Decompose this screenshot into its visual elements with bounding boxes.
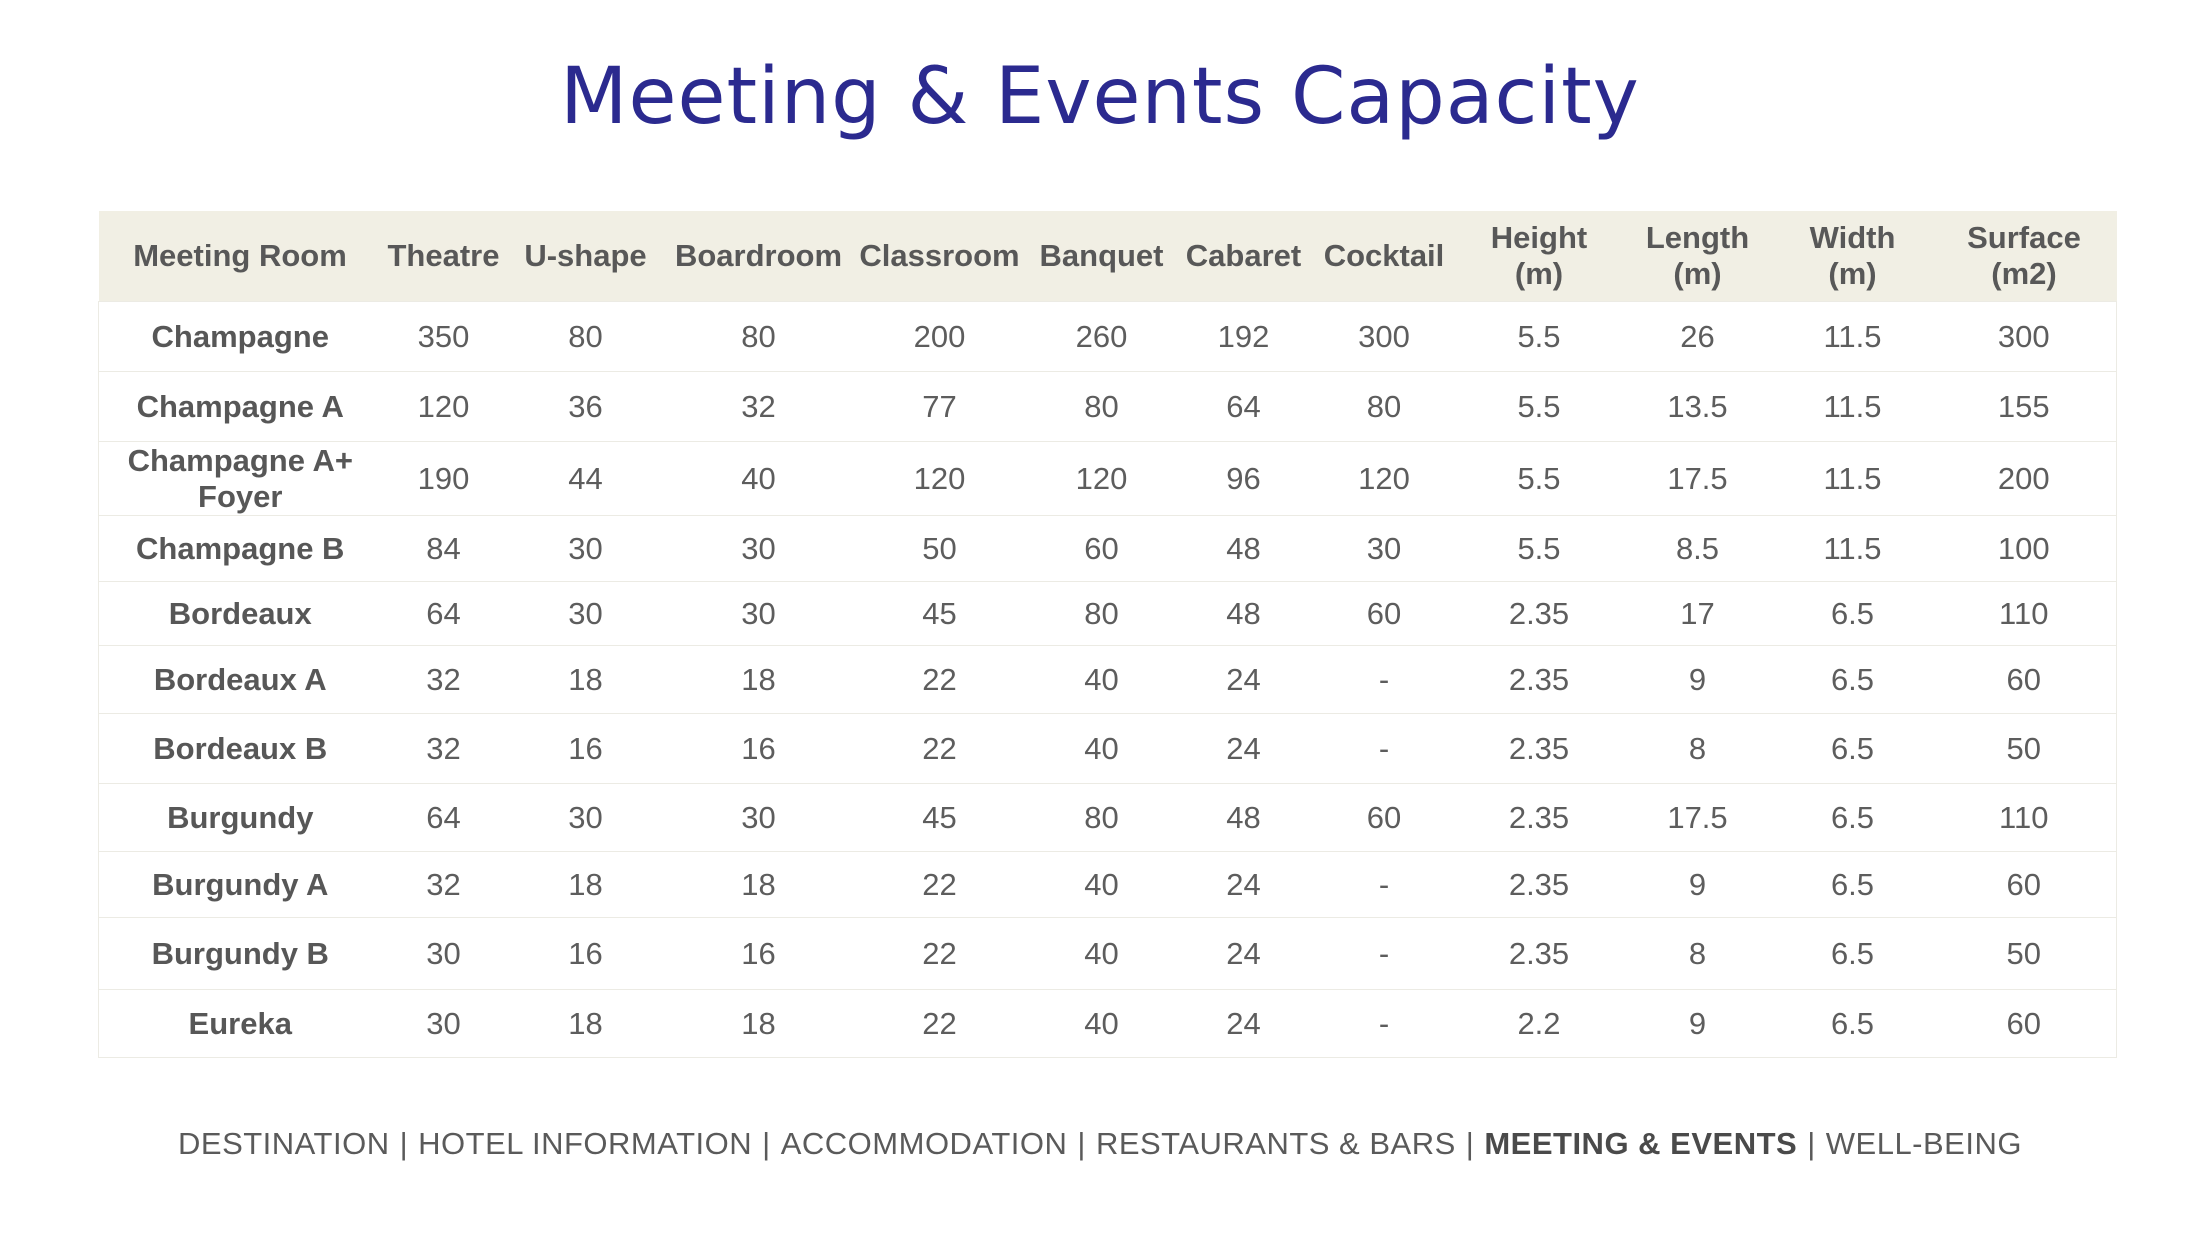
column-header-cocktail: Cocktail (1312, 211, 1457, 302)
cell-boardroom: 16 (666, 714, 852, 784)
cell-classroom: 200 (852, 302, 1028, 372)
cell-cabaret: 24 (1176, 852, 1312, 918)
column-header-classroom: Classroom (852, 211, 1028, 302)
cell-cabaret: 48 (1176, 582, 1312, 646)
cell-height: 2.35 (1457, 582, 1622, 646)
nav-item-well-being[interactable]: WELL-BEING (1825, 1126, 2022, 1161)
cell-length: 26 (1622, 302, 1774, 372)
cell-height: 2.2 (1457, 990, 1622, 1058)
column-header-theatre: Theatre (382, 211, 506, 302)
nav-separator: | (399, 1126, 409, 1161)
cell-width: 11.5 (1774, 442, 1932, 516)
nav-separator: | (1077, 1126, 1086, 1161)
column-header-boardroom: Boardroom (666, 211, 852, 302)
cell-length: 17.5 (1622, 784, 1774, 852)
table-row (99, 442, 2117, 516)
cell-banquet: 80 (1028, 372, 1176, 442)
cell-theatre: 350 (382, 302, 506, 372)
cell-u-shape: 18 (506, 990, 666, 1058)
cell-cocktail: 60 (1312, 582, 1457, 646)
cell-boardroom: 16 (666, 918, 852, 990)
cell-theatre: 32 (382, 714, 506, 784)
cell-length: 9 (1622, 990, 1774, 1058)
nav-item-hotel-information[interactable]: HOTEL INFORMATION (418, 1126, 753, 1161)
cell-banquet: 40 (1028, 646, 1176, 714)
nav-separator: | (762, 1126, 771, 1161)
cell-cocktail: 30 (1312, 516, 1457, 582)
cell-cabaret: 64 (1176, 372, 1312, 442)
cell-height: 2.35 (1457, 852, 1622, 918)
room-name-cell: Champagne A (99, 372, 382, 442)
cell-cocktail: - (1312, 852, 1457, 918)
cell-length: 13.5 (1622, 372, 1774, 442)
room-name-cell: Burgundy A (99, 852, 382, 918)
cell-classroom: 22 (852, 714, 1028, 784)
room-name-cell: Champagne B (99, 516, 382, 582)
cell-theatre: 30 (382, 918, 506, 990)
cell-surface: 300 (1932, 302, 2117, 372)
column-header-width: Width (m) (1774, 211, 1932, 302)
cell-cabaret: 24 (1176, 714, 1312, 784)
cell-length: 9 (1622, 852, 1774, 918)
cell-classroom: 50 (852, 516, 1028, 582)
table-row (99, 990, 2117, 1058)
cell-width: 6.5 (1774, 582, 1932, 646)
cell-surface: 50 (1932, 714, 2117, 784)
cell-surface: 155 (1932, 372, 2117, 442)
cell-width: 11.5 (1774, 302, 1932, 372)
cell-height: 5.5 (1457, 442, 1622, 516)
cell-height: 5.5 (1457, 516, 1622, 582)
cell-surface: 110 (1932, 784, 2117, 852)
cell-u-shape: 18 (506, 852, 666, 918)
nav-item-destination[interactable]: DESTINATION (178, 1126, 390, 1161)
cell-length: 8 (1622, 918, 1774, 990)
nav-item-restaurants-and-bars[interactable]: RESTAURANTS & BARS (1095, 1126, 1456, 1161)
cell-cocktail: - (1312, 918, 1457, 990)
room-name-cell: Burgundy (99, 784, 382, 852)
cell-cocktail: 120 (1312, 442, 1457, 516)
table-row (99, 852, 2117, 918)
room-name-cell: Bordeaux (99, 582, 382, 646)
cell-u-shape: 30 (506, 516, 666, 582)
cell-boardroom: 18 (666, 646, 852, 714)
cell-cabaret: 24 (1176, 646, 1312, 714)
cell-width: 11.5 (1774, 372, 1932, 442)
column-header-banquet: Banquet (1028, 211, 1176, 302)
cell-height: 2.35 (1457, 646, 1622, 714)
cell-surface: 60 (1932, 990, 2117, 1058)
cell-width: 6.5 (1774, 784, 1932, 852)
cell-theatre: 190 (382, 442, 506, 516)
cell-boardroom: 30 (666, 784, 852, 852)
cell-theatre: 32 (382, 646, 506, 714)
table-row (99, 784, 2117, 852)
room-name-cell: Burgundy B (99, 918, 382, 990)
cell-boardroom: 18 (666, 852, 852, 918)
cell-classroom: 22 (852, 852, 1028, 918)
cell-banquet: 120 (1028, 442, 1176, 516)
nav-separator: | (1807, 1126, 1816, 1161)
cell-boardroom: 18 (666, 990, 852, 1058)
cell-surface: 110 (1932, 582, 2117, 646)
cell-width: 6.5 (1774, 714, 1932, 784)
cell-u-shape: 18 (506, 646, 666, 714)
column-header-height: Height (m) (1457, 211, 1622, 302)
cell-surface: 60 (1932, 646, 2117, 714)
cell-surface: 200 (1932, 442, 2117, 516)
cell-length: 8.5 (1622, 516, 1774, 582)
capacity-table (98, 211, 2117, 1058)
cell-classroom: 77 (852, 372, 1028, 442)
cell-cocktail: - (1312, 990, 1457, 1058)
cell-cocktail: 300 (1312, 302, 1457, 372)
room-name-cell: Bordeaux B (99, 714, 382, 784)
cell-cabaret: 48 (1176, 516, 1312, 582)
cell-height: 2.35 (1457, 714, 1622, 784)
table-header-row (99, 211, 2117, 302)
cell-width: 6.5 (1774, 646, 1932, 714)
page-title: Meeting & Events Capacity (560, 52, 1640, 142)
cell-u-shape: 30 (506, 582, 666, 646)
room-name-cell: Eureka (99, 990, 382, 1058)
table-body (99, 302, 2117, 1058)
cell-banquet: 60 (1028, 516, 1176, 582)
cell-classroom: 45 (852, 784, 1028, 852)
cell-classroom: 22 (852, 646, 1028, 714)
cell-cabaret: 24 (1176, 918, 1312, 990)
room-name-cell: Champagne A+ Foyer (99, 442, 382, 516)
cell-cabaret: 96 (1176, 442, 1312, 516)
cell-u-shape: 16 (506, 714, 666, 784)
table-row (99, 372, 2117, 442)
cell-u-shape: 80 (506, 302, 666, 372)
cell-theatre: 120 (382, 372, 506, 442)
cell-banquet: 40 (1028, 990, 1176, 1058)
cell-length: 17.5 (1622, 442, 1774, 516)
table-row (99, 714, 2117, 784)
room-name-cell: Champagne (99, 302, 382, 372)
cell-height: 5.5 (1457, 302, 1622, 372)
cell-banquet: 40 (1028, 852, 1176, 918)
cell-boardroom: 30 (666, 516, 852, 582)
table-row (99, 516, 2117, 582)
cell-width: 6.5 (1774, 852, 1932, 918)
cell-length: 17 (1622, 582, 1774, 646)
cell-u-shape: 16 (506, 918, 666, 990)
cell-cabaret: 48 (1176, 784, 1312, 852)
nav-item-accommodation[interactable]: ACCOMMODATION (780, 1126, 1068, 1161)
cell-theatre: 84 (382, 516, 506, 582)
nav-item-meeting-and-events[interactable]: MEETING & EVENTS (1484, 1126, 1798, 1161)
column-header-cabaret: Cabaret (1176, 211, 1312, 302)
cell-cocktail: - (1312, 714, 1457, 784)
cell-theatre: 64 (382, 784, 506, 852)
cell-banquet: 80 (1028, 582, 1176, 646)
cell-height: 2.35 (1457, 918, 1622, 990)
room-name-cell: Bordeaux A (99, 646, 382, 714)
cell-banquet: 80 (1028, 784, 1176, 852)
cell-width: 6.5 (1774, 918, 1932, 990)
cell-boardroom: 30 (666, 582, 852, 646)
cell-u-shape: 36 (506, 372, 666, 442)
column-header-meeting-room: Meeting Room (99, 211, 382, 302)
cell-boardroom: 80 (666, 302, 852, 372)
cell-boardroom: 32 (666, 372, 852, 442)
cell-surface: 60 (1932, 852, 2117, 918)
cell-length: 9 (1622, 646, 1774, 714)
column-header-length: Length (m) (1622, 211, 1774, 302)
footer-nav (0, 1126, 2200, 1162)
cell-classroom: 22 (852, 990, 1028, 1058)
cell-width: 6.5 (1774, 990, 1932, 1058)
nav-separator: | (1465, 1126, 1475, 1161)
cell-cocktail: - (1312, 646, 1457, 714)
cell-height: 2.35 (1457, 784, 1622, 852)
cell-banquet: 40 (1028, 714, 1176, 784)
table-row (99, 646, 2117, 714)
cell-boardroom: 40 (666, 442, 852, 516)
cell-banquet: 40 (1028, 918, 1176, 990)
table-row (99, 582, 2117, 646)
cell-classroom: 120 (852, 442, 1028, 516)
column-header-u-shape: U-shape (506, 211, 666, 302)
cell-theatre: 64 (382, 582, 506, 646)
cell-u-shape: 30 (506, 784, 666, 852)
cell-width: 11.5 (1774, 516, 1932, 582)
cell-cabaret: 192 (1176, 302, 1312, 372)
cell-cocktail: 80 (1312, 372, 1457, 442)
table-row (99, 918, 2117, 990)
cell-cabaret: 24 (1176, 990, 1312, 1058)
cell-length: 8 (1622, 714, 1774, 784)
cell-theatre: 30 (382, 990, 506, 1058)
cell-surface: 100 (1932, 516, 2117, 582)
cell-banquet: 260 (1028, 302, 1176, 372)
cell-theatre: 32 (382, 852, 506, 918)
column-header-surface: Surface (m2) (1932, 211, 2117, 302)
cell-cocktail: 60 (1312, 784, 1457, 852)
cell-height: 5.5 (1457, 372, 1622, 442)
cell-surface: 50 (1932, 918, 2117, 990)
cell-u-shape: 44 (506, 442, 666, 516)
table-row (99, 302, 2117, 372)
cell-classroom: 22 (852, 918, 1028, 990)
cell-classroom: 45 (852, 582, 1028, 646)
